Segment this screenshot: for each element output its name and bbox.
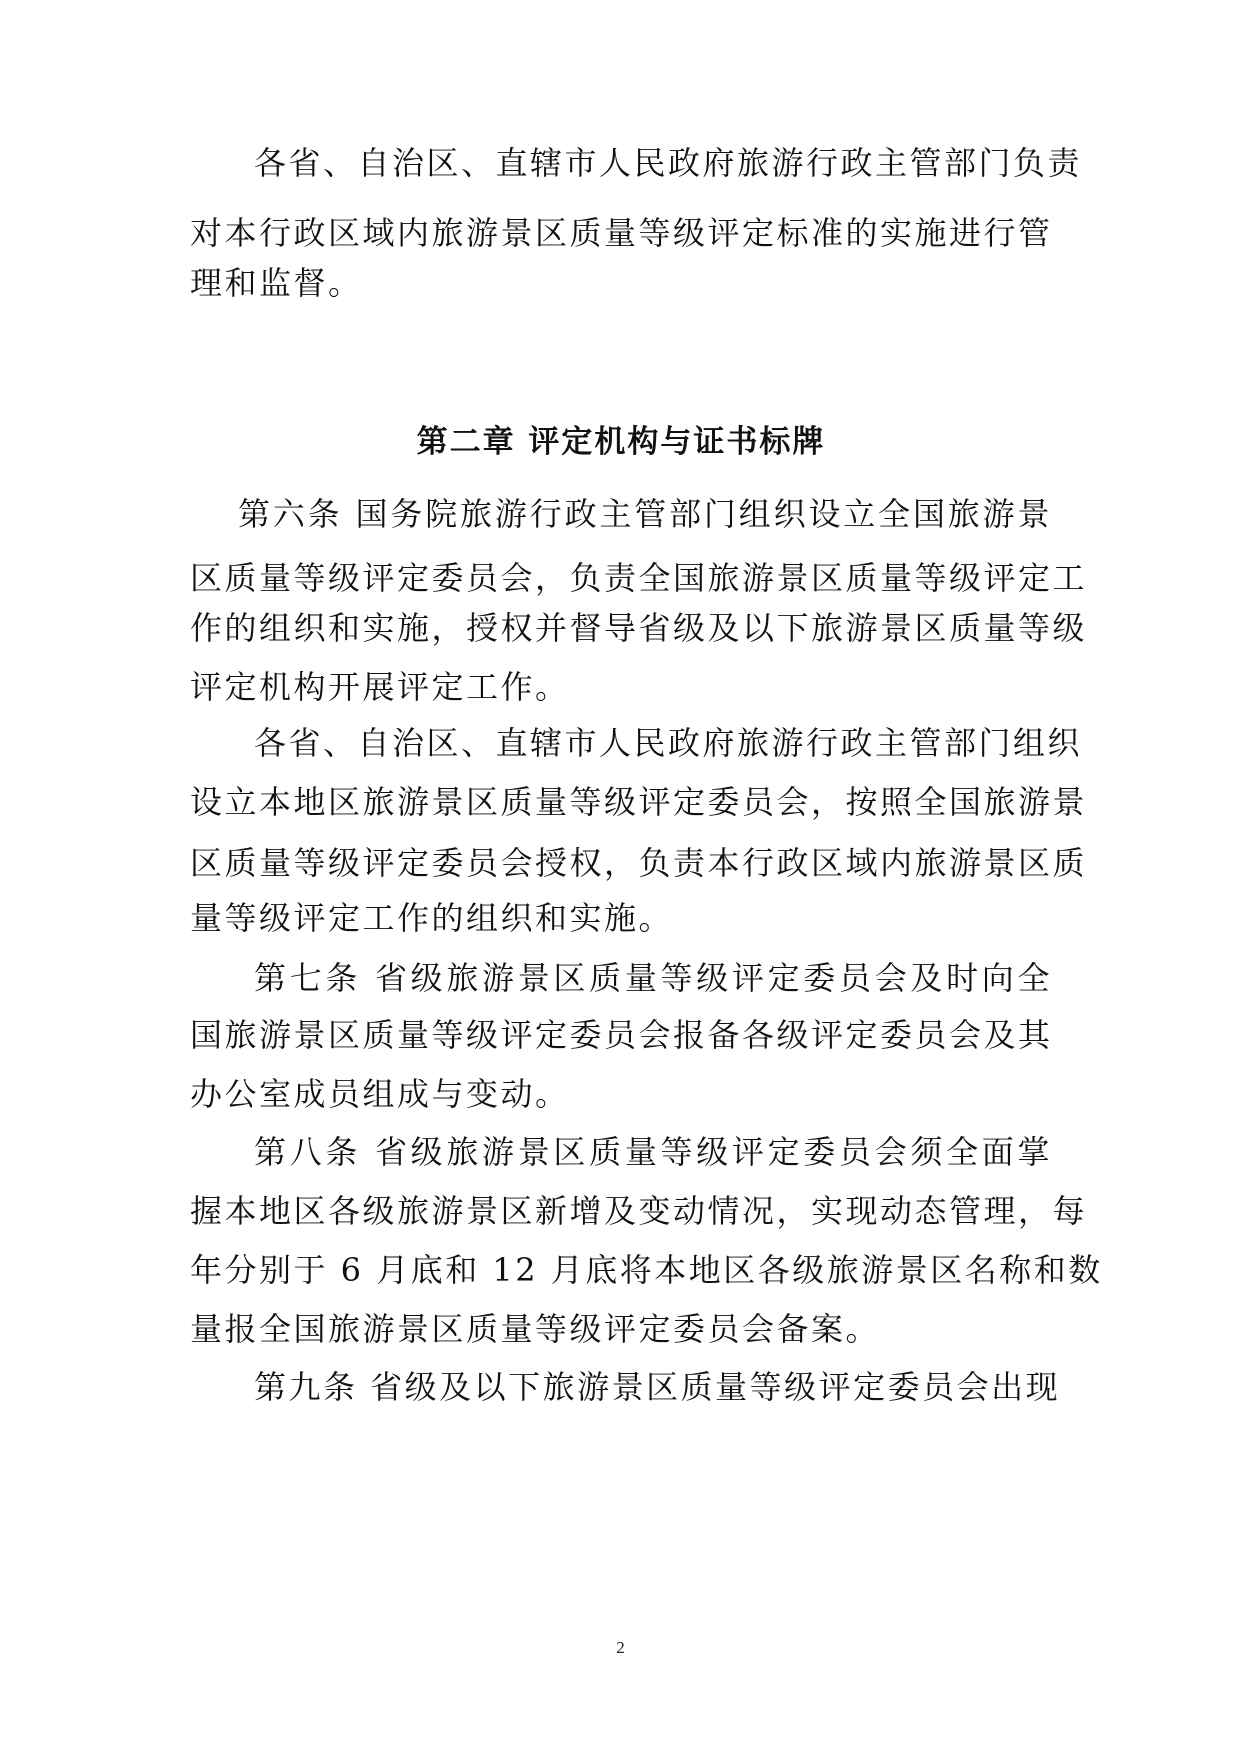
text-line: 国旅游景区质量等级评定委员会报备各级评定委员会及其 <box>190 1016 1053 1054</box>
text-line: 量报全国旅游景区质量等级评定委员会备案。 <box>190 1310 881 1348</box>
text-line: 握本地区各级旅游景区新增及变动情况，实现动态管理，每 <box>190 1192 1088 1230</box>
text-line: 各省、自治区、直辖市人民政府旅游行政主管部门组织 <box>254 724 1083 762</box>
text-line: 对本行政区域内旅游景区质量等级评定标准的实施进行管 <box>190 214 1053 252</box>
text-line: 区质量等级评定委员会授权，负责本行政区域内旅游景区质 <box>190 844 1088 882</box>
text-line: 办公室成员组成与变动。 <box>190 1075 570 1113</box>
text-line: 区质量等级评定委员会，负责全国旅游景区质量等级评定工 <box>190 559 1088 597</box>
text-line: 理和监督。 <box>190 264 363 302</box>
text-line: 年分别于 6 月底和 12 月底将本地区各级旅游景区名称和数 <box>190 1251 1103 1289</box>
article-9-line: 第九条 省级及以下旅游景区质量等级评定委员会出现 <box>254 1368 1061 1406</box>
page-number: 2 <box>616 1638 625 1657</box>
article-7-line: 第七条 省级旅游景区质量等级评定委员会及时向全 <box>254 959 1052 997</box>
text-line: 量等级评定工作的组织和实施。 <box>190 899 674 937</box>
article-6-line: 第六条 国务院旅游行政主管部门组织设立全国旅游景 <box>238 495 1052 533</box>
chapter-heading: 第二章 评定机构与证书标牌 <box>416 424 826 460</box>
text-line: 作的组织和实施，授权并督导省级及以下旅游景区质量等级 <box>190 609 1088 647</box>
text-line: 评定机构开展评定工作。 <box>190 668 570 706</box>
text-line: 设立本地区旅游景区质量等级评定委员会，按照全国旅游景 <box>190 783 1088 821</box>
article-8-line: 第八条 省级旅游景区质量等级评定委员会须全面掌 <box>254 1133 1052 1171</box>
text-line: 各省、自治区、直辖市人民政府旅游行政主管部门负责 <box>254 144 1083 182</box>
